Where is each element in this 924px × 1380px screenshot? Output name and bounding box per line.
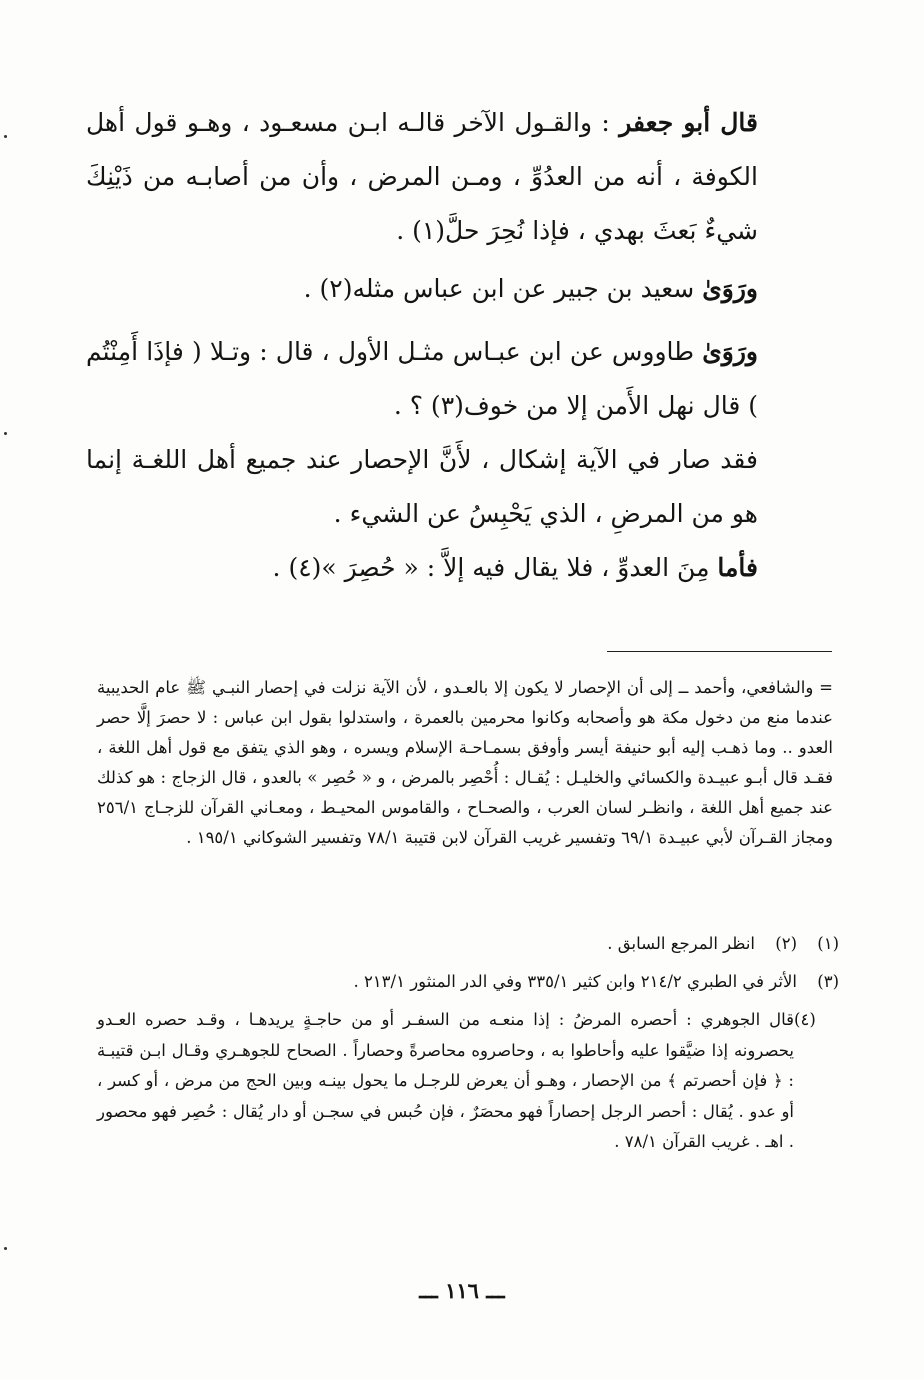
- footnote-4-text: قال الجوهري : أحصره المرضُ : إذا منعـه من السفـر أو من حاجـةٍ يريدهـا ، وقـد حصره العـدو يحصرونه إذا ضيَّقوا عليه وأحاطوا به ، وحاصروه محاصرةً وحصاراً . الصحاح للجوهـري وقـال ابـن قتيبـة : ﴿ فإن أحصرتم ﴾ من الإحصار ، وهـو أن يعرض للرجـل ما يحول بينـه وبين الحج من مرض ، أو كسر ، أو عدو . يُقال : أحصر الرجل إحصاراً فهو محصَرٌ ، فإن حُبس في سجـن أو دار يُقال : حُصِر فهو محصور . اهـ . غريب القرآن ٧٨/١ .: [97, 1010, 795, 1151]
- footnote-number: (٤): [794, 1010, 816, 1029]
- paragraph-5: [86, 541, 758, 595]
- paragraph-lead: فأما: [717, 553, 758, 582]
- paragraph-text: مِنَ العدوِّ ، فلا يقال فيه إلاَّ : « حُصِرَ »(٤) .: [272, 553, 718, 582]
- page-number: ـــ ١١٦ ـــ: [419, 1278, 505, 1303]
- footnote-number: (٢): [775, 934, 797, 953]
- margin-mark: [4, 1247, 7, 1250]
- margin-mark: [4, 135, 7, 138]
- footnote-text: انظر المرجع السابق .: [607, 934, 755, 953]
- paragraph-4: [86, 433, 758, 541]
- footnote-continuation: = والشافعي، وأحمد ــ إلى أن الإحصار لا يكون إلا بالعـدو ، لأن الآية نزلت في إحصار النبـي ﷺ عام الحديبية عندما منع من دخول مكة هو وأصحابه وكانوا محرمين بالعمرة ، واستدلوا بقول ابن عباس : لا حصرَ إلَّا حصر العدو .. وما ذهـب إليه أبو حنيفة أيسر وأوفق بسمـاحـة الإسلام ويسره ، وهو الذي يتفق مع قول أهل اللغة ، فقـد قال أبـو عبيـدة والكسائي والخليـل : يُقـال : أُحْصِر بالمرض ، و « حُصِر » بالعدو ، قال الزجاج : هو كذلك عند جميع أهل اللغة ، وانظـر لسان العرب ، والصحـاح ، والقاموس المحيـط ، ومعـاني القرآن للزجـاج ٢٥٦/١ ومجاز القـرآن لأبي عبيـدة ٦٩/١ وتفسير غريب القرآن لابن قتيبة ٧٨/١ وتفسير الشوكاني ١٩٥/١ .: [97, 678, 833, 847]
- paragraph-text: سعيد بن جبير عن ابن عباس مثله(٢) .: [303, 274, 703, 303]
- footnote-1-2: [97, 929, 839, 959]
- footnote-separator: [607, 651, 832, 652]
- paragraph-2: [86, 262, 758, 316]
- paragraph-3: [86, 325, 758, 433]
- paragraph-lead: قال أبو جعفر: [619, 108, 758, 137]
- paragraph-1: [86, 96, 758, 258]
- paragraph-text: فقد صار في الآية إشكال ، لأَنَّ الإحصار عند جميع أهل اللغـة إنما هو من المرضِ ، الذي يَحْبِسُ عن الشيء .: [86, 445, 758, 528]
- footnote-number: (٣): [817, 972, 839, 991]
- paragraph-lead: ورَوَىٰ: [702, 337, 758, 366]
- margin-mark: [4, 432, 7, 435]
- paragraph-text: طاووس عن ابن عبـاس مثـل الأول ، قال : وتـلا ( فإذَا أَمِنْتُم ) قال نهل الأَمن إلا من خوف(٣) ؟ .: [86, 337, 758, 420]
- paragraph-text: : والقـول الآخر قالـه ابـن مسعـود ، وهـو قول أهل الكوفة ، أنه من العدُوِّ ، ومـن المرض ، وأن من أصابـه من ذَيْنِكَ شيءٌ بَعثَ بهدي ، فإذا نُحِرَ حلَّ(١) .: [86, 108, 758, 245]
- footnote-3: [97, 967, 839, 997]
- footnote-number: (١): [817, 934, 839, 953]
- paragraph-lead: ورَوَىٰ: [702, 274, 758, 303]
- footnote-text: الأثر في الطبري ٢١٤/٢ وابن كثير ٣٣٥/١ وفي الدر المنثور ٢١٣/١ .: [353, 972, 797, 991]
